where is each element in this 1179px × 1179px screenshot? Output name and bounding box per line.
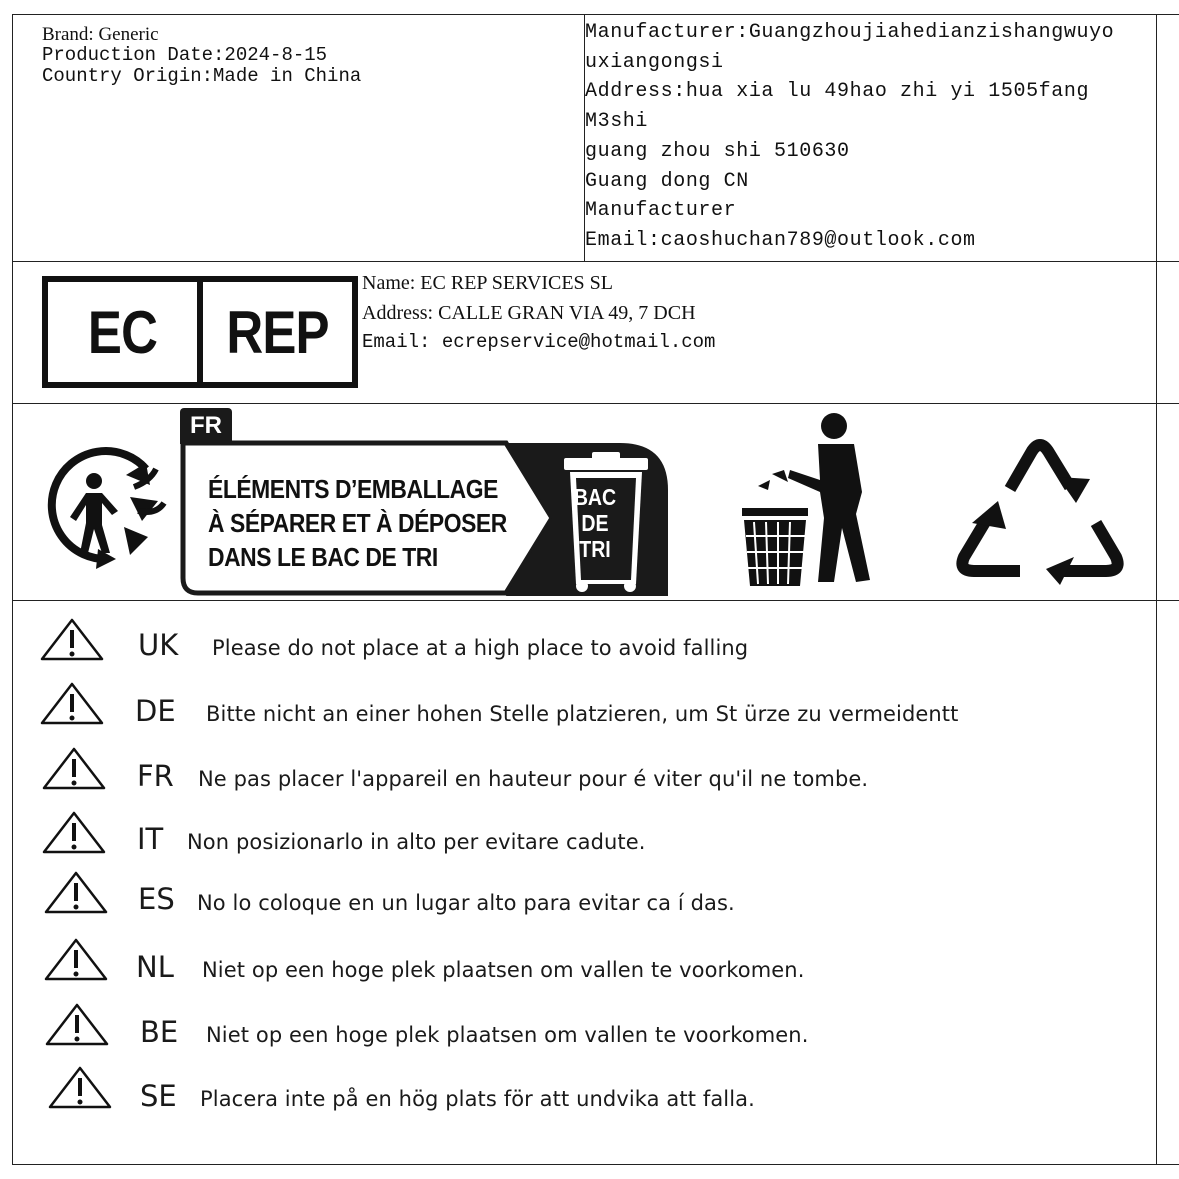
warning-row <box>12 743 1152 803</box>
manufacturer-info <box>585 18 1114 256</box>
row-divider-2 <box>12 403 1179 404</box>
fr-country-tag: FR <box>180 408 232 444</box>
bin-label-line: BAC <box>573 484 617 510</box>
manufacturer-line: Email:caoshuchan789@outlook.com <box>585 228 976 252</box>
warning-language-code: BE <box>140 1015 179 1049</box>
warning-row <box>12 867 1152 927</box>
bin-label-line: DE <box>581 510 609 536</box>
row-divider-1 <box>12 261 1179 262</box>
warning-text: Please do not place at a high place to avoid falling <box>212 636 749 660</box>
warning-language-code: IT <box>137 822 164 856</box>
warning-icon <box>41 745 107 791</box>
ec-rep-symbol <box>42 276 358 388</box>
sorting-info-line: À SÉPARER ET À DÉPOSER <box>208 508 507 538</box>
warning-language-code: DE <box>135 694 176 728</box>
sorting-info-text <box>208 472 507 574</box>
warning-icon <box>39 680 105 726</box>
manufacturer-line: Manufacturer <box>585 199 737 223</box>
manufacturer-line: uxiangongsi <box>585 50 724 74</box>
warning-language-code: ES <box>138 882 175 916</box>
warning-text: Ne pas placer l'appareil en hauteur pour é viter qu'il ne tombe. <box>198 767 869 791</box>
country-origin-text: Country Origin:Made in China <box>42 65 362 87</box>
recycle-icon <box>950 419 1130 589</box>
label-sheet <box>12 14 1179 1165</box>
ec-rep-left-text: EC <box>87 298 158 366</box>
warning-text: Niet op een hoge plek plaatsen om vallen te voorkomen. <box>206 1023 809 1047</box>
warning-row <box>12 934 1152 994</box>
sorting-info-line: ÉLÉMENTS D’EMBALLAGE <box>208 474 498 504</box>
warning-icon <box>41 809 107 855</box>
warning-text: Bitte nicht an einer hohen Stelle platzieren, um St ürze zu vermeidentt <box>206 702 959 726</box>
warning-language-code: UK <box>138 628 179 662</box>
warning-text: No lo coloque en un lugar alto para evitar ca í das. <box>197 891 735 915</box>
product-info <box>42 24 361 87</box>
manufacturer-line: Guang dong CN <box>585 169 749 193</box>
bin-label <box>567 484 623 562</box>
row-divider-3 <box>12 600 1179 601</box>
manufacturer-line: M3shi <box>585 110 649 134</box>
warning-icon <box>43 869 109 915</box>
warning-icon <box>44 1001 110 1047</box>
manufacturer-line: guang zhou shi 510630 <box>585 139 850 163</box>
right-column-border <box>1156 14 1157 1165</box>
warning-row <box>12 807 1152 867</box>
warning-icon <box>47 1064 113 1110</box>
warning-text: Non posizionarlo in alto per evitare cadute. <box>187 830 646 854</box>
warning-language-code: FR <box>137 759 174 793</box>
ec-rep-right-text: REP <box>226 298 329 366</box>
warning-language-code: NL <box>136 950 174 984</box>
outer-border-top <box>12 14 1179 15</box>
warning-row <box>12 1062 1152 1122</box>
ec-rep-details <box>362 269 715 358</box>
outer-border-bottom <box>12 1164 1179 1165</box>
manufacturer-line: Address:hua xia lu 49hao zhi yi 1505fang <box>585 80 1090 104</box>
warning-text: Placera inte på en hög plats för att undvika att falla. <box>200 1087 755 1111</box>
warning-row <box>12 999 1152 1059</box>
ec-rep-email: Email: ecrepservice@hotmail.com <box>362 331 716 353</box>
warning-row <box>12 614 1152 674</box>
warning-text: Niet op een hoge plek plaatsen om vallen te voorkomen. <box>202 958 805 982</box>
ec-rep-name: Name: EC REP SERVICES SL <box>362 272 614 294</box>
manufacturer-line: Manufacturer:Guangzhoujiahedianzishangwuyo <box>585 21 1115 44</box>
tidyman-icon <box>728 412 878 588</box>
sorting-info-line: DANS LE BAC DE TRI <box>208 542 438 572</box>
ec-rep-divider <box>197 282 203 382</box>
ec-rep-address: Address: CALLE GRAN VIA 49, 7 DCH <box>362 301 696 324</box>
triman-icon <box>46 441 170 571</box>
warning-icon <box>43 936 109 982</box>
warning-row <box>12 678 1152 738</box>
brand-text: Brand: Generic <box>42 24 159 45</box>
bin-label-line: TRI <box>579 536 611 562</box>
production-date-text: Production Date:2024-8-15 <box>42 44 328 66</box>
warning-language-code: SE <box>140 1079 177 1113</box>
warning-icon <box>39 616 105 662</box>
